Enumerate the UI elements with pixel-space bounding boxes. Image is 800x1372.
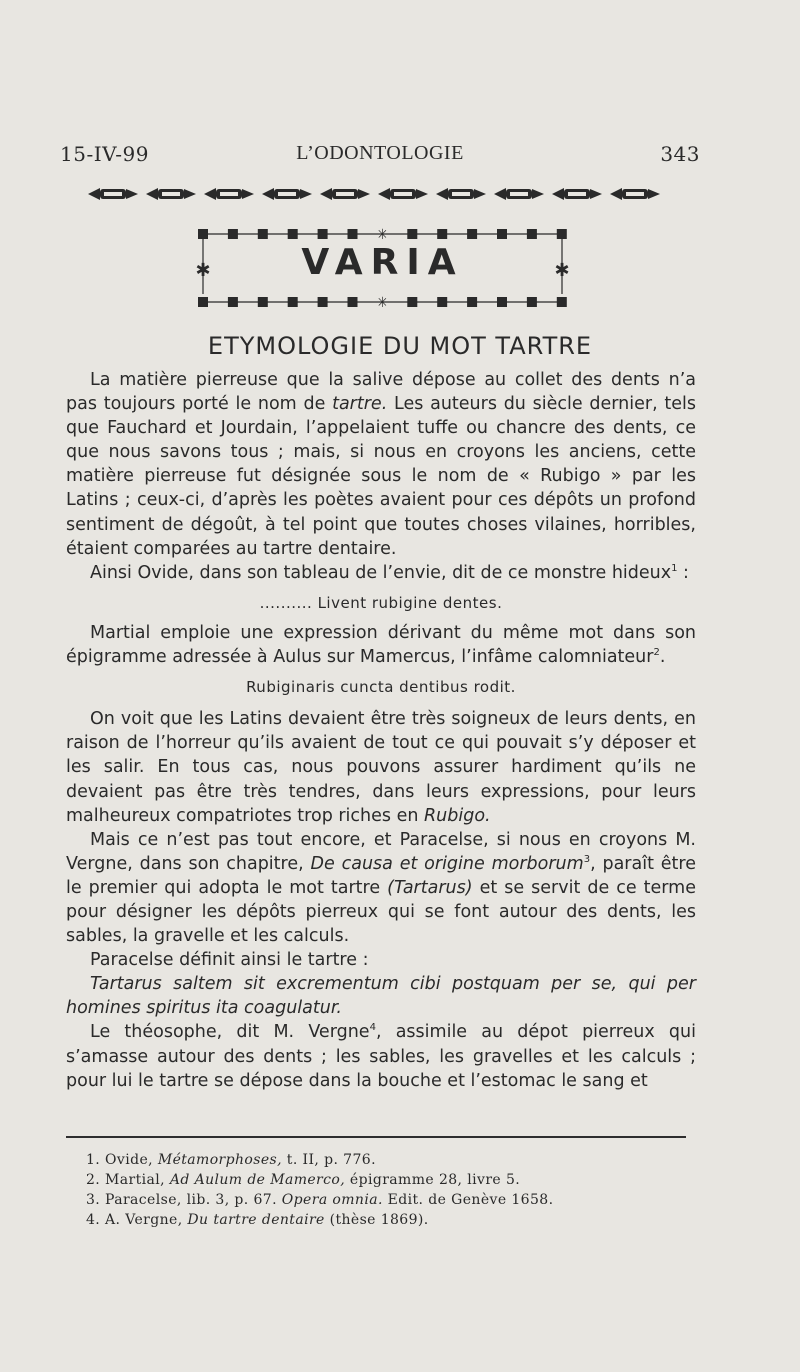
issue-date: 15-IV-99 [60,142,149,166]
article-body [66,368,696,1093]
svg-text:✱: ✱ [195,260,211,281]
footnote-rule [66,1136,686,1138]
band-ornament [204,188,254,200]
frame-star: ✳ [376,295,389,311]
frame-block [318,229,328,239]
latin-quote-2: Rubiginaris cuncta dentibus rodit. [246,678,516,697]
text-run: et se servit de ce terme pour désigner les dépôts pierreux qui se font autour des dents, les sables, la gravelle et les calculs. [66,877,696,947]
frame-block [497,297,507,307]
frame-block [467,297,477,307]
running-head [60,142,700,172]
text-run: Paracelse, lib. 3, p. 67. [105,1192,282,1208]
frame-block [288,297,298,307]
footnote-ref: 1 [671,562,678,574]
text-run: Edit. de Genève 1658. [382,1192,554,1208]
paragraph-3 [66,621,696,669]
paragraph-4 [66,707,696,827]
band-ornament [378,188,428,200]
text-run: , paraît être le premier qui adopta le mot tartre [66,853,696,898]
paragraph-2 [66,561,696,585]
frame-block [258,297,268,307]
text-run: t. II, p. 776. [281,1152,376,1168]
italic-title: Opera omnia. [281,1192,383,1208]
text-run: (thèse 1869). [324,1212,429,1228]
band-ornament [436,188,486,200]
text-run: Les auteurs du siècle dernier, tels que Fauchard et Jourdain, l’appelaient tuffe ou chancre des dents, ce que nous savons tous ; mais, si nous en croyons les anciens, cette matière pierreuse fut désignée sous le nom de « Rubigo » par les Latins ; ceux-ci, d’après les poètes avaient pour ces dépôts un profond sentiment de dégoût, à tel point que toutes choses vilaines, horribles, étaient comparées au tartre dentaire. [66,394,696,559]
footnote-ref: 3 [583,853,591,865]
frame-block [527,297,537,307]
footnote-number: 1. [86,1152,101,1168]
text-run: : [677,562,689,583]
italic-title: Métamorphoses, [157,1152,282,1168]
italic-term: (Tartarus) [387,877,473,898]
text-run: Le théosophe, dit M. Vergne [90,1022,370,1043]
italic-term: Rubigo. [424,805,491,826]
text-run: La matière pierreuse que la salive dépose au collet des dents n’a pas toujours porté le nom de [66,370,696,415]
band-ornament [494,188,544,200]
frame-block [527,229,537,239]
band-ornament [610,188,660,200]
frame-block [228,229,238,239]
frame-block [318,297,328,307]
footnote-3 [86,1190,553,1210]
text-run: A. Vergne, [105,1212,188,1228]
section-title: VARIA [301,242,464,283]
footnote-number: 4. [86,1212,101,1228]
italic-title: Du tartre dentaire [187,1212,325,1228]
journal-title: L’ODONTOLOGIE [296,142,464,164]
footnote-1 [86,1150,553,1170]
band-ornament [552,188,602,200]
frame-block [497,229,507,239]
paragraph-6: Paracelse définit ainsi le tartre : [90,950,369,971]
frame-block [198,297,208,307]
footnote-ref: 4 [369,1022,376,1034]
footnote-4 [86,1210,553,1230]
footnote-ref: 2 [653,647,660,659]
italic-title: Ad Aulum de Mamerco, [169,1172,346,1188]
page-number: 343 [660,142,700,166]
text-run: . [659,647,666,668]
text-run: , assimile au dépot pierreux qui s’amasse autour des dents ; les sables, les gravelles et les calculs ; pour lui le tartre se dépose dans la bouche et l’estomac le sang et [66,1022,696,1091]
band-ornament [262,188,312,200]
band-ornament [146,188,196,200]
frame-block [348,297,358,307]
frame-block [437,297,447,307]
footnote-number: 2. [86,1172,101,1188]
frame-block [198,229,208,239]
footnote-number: 3. [86,1192,101,1208]
latin-definition: Tartarus saltem sit excrementum cibi postquam per se, qui per homines spiritus ita coagulatur. [66,974,696,1019]
text-run: épigramme 28, livre 5. [345,1172,521,1188]
decorative-border-band [88,182,668,206]
frame-block [437,229,447,239]
frame-block [258,229,268,239]
frame-star: ✳ [376,227,389,243]
frame-block [557,229,567,239]
text-run: On voit que les Latins devaient être très soigneux de leurs dents, en raison de l’horreur qu’ils avaient de tout ce qui pouvait s’y déposer et les salir. En tous cas, nous pouvons assurer hardiment qu’ils ne devaient pas être très tendres, dans leurs expressions, pour leurs malheureux compatriotes trop riches en [66,709,696,826]
latin-quote-1: .......... Livent rubigine dentes. [259,593,503,612]
footnotes [86,1150,553,1230]
frame-block [288,229,298,239]
band-ornament [320,188,370,200]
text-run: Martial emploie une expression dérivant du même mot dans son épigramme adressée à Aulus sur Mamercus, l’infâme calomniateur [66,622,696,668]
article-title: ETYMOLOGIE DU MOT TARTRE [207,332,593,360]
text-run: Ainsi Ovide, dans son tableau de l’envie, dit de ce monstre hideux [90,562,672,583]
text-run: Martial, [105,1172,170,1188]
varia-frame [195,224,570,314]
footnote-2 [86,1170,553,1190]
frame-block [557,297,567,307]
frame-block [407,297,417,307]
frame-block [467,229,477,239]
band-ornament [88,188,138,200]
frame-block [407,229,417,239]
text-run: Mais ce n’est pas tout encore, et Paracelse, si nous en croyons M. Vergne, dans son chapitre, [66,829,696,874]
text-run: Ovide, [105,1152,158,1168]
paragraph-5 [66,828,696,948]
svg-text:✱: ✱ [554,260,570,281]
paragraph-1 [66,368,696,561]
italic-term: tartre. [332,394,388,415]
frame-block [228,297,238,307]
italic-title: De causa et origine morborum [310,853,584,874]
frame-block [348,229,358,239]
paragraph-8 [66,1020,696,1092]
